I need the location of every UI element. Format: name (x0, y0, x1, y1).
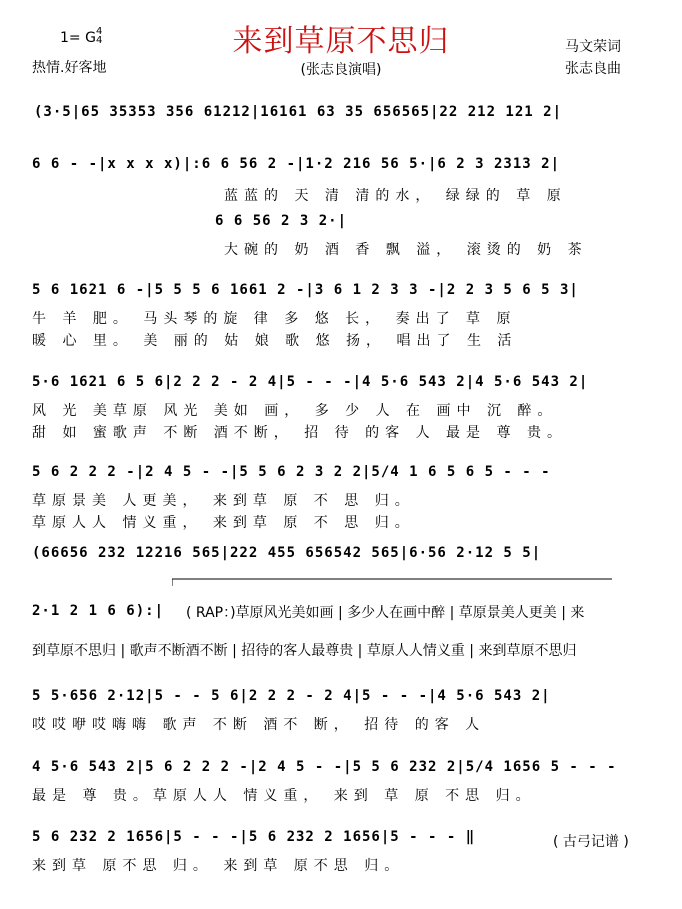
transcriber-note: ( 古弓记谱 ) (553, 834, 629, 850)
lyrics-row-2-verse-1: 蓝蓝的 天 清 清的水， 绿绿的 草 原 (224, 188, 567, 204)
notation-row-10: 5 6 232 2 1656|5 - - -|5 6 232 2 1656|5 - - - ‖ (32, 829, 476, 845)
notation-row-6: (66656 232 12216 565|222 455 656542 565|6·56 2·12 5 5| (32, 545, 542, 561)
lyrics-row-8: 哎哎咿哎嗨嗨 歌声 不断 酒不 断， 招待 的客 人 (32, 717, 486, 733)
lyrics-row-9: 最是 尊 贵。草原人人 情义重， 来到 草 原 不思 归。 (32, 788, 536, 804)
lyrics-row-3-verse-2: 暖 心 里。 美 丽的 姑 娘 歌 悠 扬， 唱出了 生 活 (32, 333, 518, 349)
notation-row-7: 2·1 2 1 6 6):| (32, 603, 165, 619)
notation-row-2: 6 6 - -|x x x x)|:6 6 56 2 -|1·2 216 56 5·|6 2 3 2313 2| (32, 156, 561, 172)
time-bottom: 4 (96, 35, 103, 46)
performer: (张志良演唱) (300, 62, 382, 78)
lyrics-row-2-verse-2: 大碗的 奶 酒 香 飘 溢， 滚烫的 奶 茶 (224, 242, 588, 258)
time-signature (96, 27, 102, 45)
notation-row-5: 5 6 2 2 2 -|2 4 5 - -|5 5 6 2 3 2 2|5/4 1 6 5 6 5 - - - (32, 464, 551, 480)
lyrics-row-10: 来到草 原不思 归。 来到草 原不思 归。 (32, 858, 405, 874)
notation-row-3: 5 6 1621 6 -|5 5 5 6 1661 2 -|3 6 1 2 3 3 -|2 2 3 5 6 5 3| (32, 282, 579, 298)
time-top: 4 (96, 26, 103, 37)
rap-line-1: ( RAP：)草原风光美如画 | 多少人在画中醉 | 草原景美人更美 | 来 (186, 605, 585, 621)
lyrics-row-5-verse-2: 草原人人 情义重， 来到草 原 不 思 归。 (32, 515, 415, 531)
lyrics-row-4-verse-2: 甜 如 蜜歌声 不断 酒不断， 招 待 的客 人 最是 尊 贵。 (32, 425, 567, 441)
rap-line-2: 到草原不思归 | 歌声不断酒不断 | 招待的客人最尊贵 | 草原人人情义重 | 来到草原不思归 (32, 643, 577, 659)
lyrics-row-4-verse-1: 风 光 美草原 风光 美如 画， 多 少 人 在 画中 沉 醉。 (32, 403, 558, 419)
notation-row-9: 4 5·6 543 2|5 6 2 2 2 -|2 4 5 - -|5 5 6 232 2|5/4 1656 5 - - - (32, 759, 617, 775)
lyrics-row-3-verse-1: 牛 羊 肥。 马头琴的旋 律 多 悠 长， 奏出了 草 原 (32, 311, 517, 327)
key-signature: 1= G (60, 30, 96, 46)
lyricist: 马文荣词 (565, 39, 621, 55)
notation-row-8: 5 5·656 2·12|5 - - 5 6|2 2 2 - 2 4|5 - - -|4 5·6 543 2| (32, 688, 551, 704)
composer: 张志良曲 (565, 61, 621, 77)
volta-bracket (172, 572, 612, 586)
lyrics-row-5-verse-1: 草原景美 人更美， 来到草 原 不 思 归。 (32, 493, 415, 509)
notation-verse-2-alt: 6 6 56 2 3 2·| (215, 213, 348, 229)
song-title: 来到草原不思归 (232, 24, 450, 59)
tempo-marking: 热情.好客地 (32, 60, 107, 76)
notation-row-4: 5·6 1621 6 5 6|2 2 2 - 2 4|5 - - -|4 5·6 543 2|4 5·6 543 2| (32, 374, 589, 390)
notation-row-1: (3·5|65 35353 356 61212|16161 63 35 656565|22 212 121 2| (34, 104, 563, 120)
